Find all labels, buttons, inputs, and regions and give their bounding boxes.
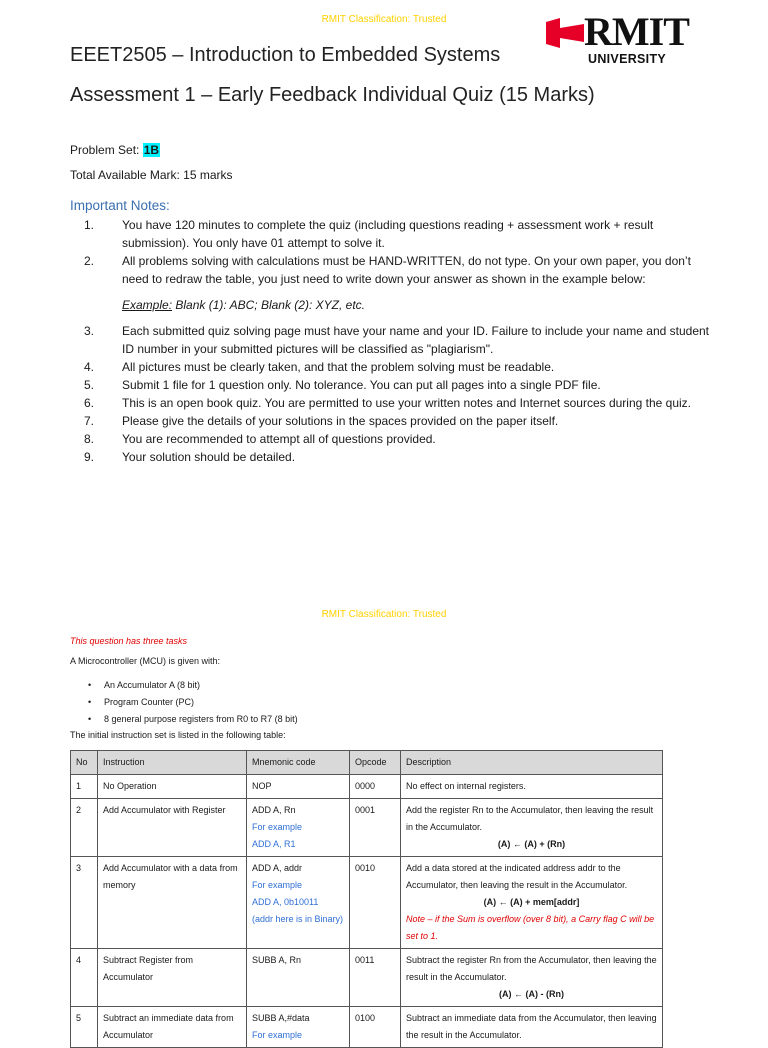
table-row (71, 857, 663, 949)
note-text: All problems solving with calculations must be HAND-WRITTEN, do not type. On your own paper, you don’t need to redraw the table, you just need to write down your answer as shown in the example below: (122, 254, 691, 286)
logo-subtext: UNIVERSITY (588, 52, 667, 66)
description-note: Note – if the Sum is overflow (over 8 bit), a Carry flag C will be set to 1. (406, 914, 655, 941)
note-number: 5. (84, 378, 95, 392)
notes-list (84, 216, 714, 466)
cell-mnemonic (247, 949, 350, 1007)
note-item (84, 448, 714, 466)
cell-description (401, 857, 663, 949)
note-item (84, 376, 714, 394)
note-number: 6. (84, 396, 95, 410)
note-text: All pictures must be clearly taken, and that the problem solving must be readable. (122, 360, 555, 374)
total-mark: Total Available Mark: 15 marks (70, 168, 233, 182)
cell-description (401, 775, 663, 799)
table-body (71, 775, 663, 1048)
note-number: 1. (84, 218, 95, 232)
bullet-text: 8 general purpose registers from R0 to R7 (8 bit) (104, 714, 298, 724)
note-number: 7. (84, 414, 95, 428)
col-header: No (71, 751, 98, 775)
description-text: Subtract an immediate data from the Accumulator, then leaving the result in the Accumulator. (406, 1013, 657, 1040)
problem-set (70, 143, 160, 157)
col-header: Opcode (350, 751, 401, 775)
note-item (84, 412, 714, 430)
cell-no: 2 (71, 799, 98, 857)
cell-opcode: 0100 (350, 1007, 401, 1048)
cell-no: 5 (71, 1007, 98, 1048)
mnemonic-example: ADD A, R1 (252, 839, 296, 849)
example-line (122, 296, 714, 314)
note-item (84, 394, 714, 412)
cell-instruction: Subtract an immediate data from Accumulator (98, 1007, 247, 1048)
cell-no: 3 (71, 857, 98, 949)
note-text: Submit 1 file for 1 question only. No tolerance. You can put all pages into a single PDF file. (122, 378, 601, 392)
instruction-table (70, 750, 663, 1048)
example-label: Example: (122, 298, 173, 312)
bullet-item: • An Accumulator A (8 bit) (88, 677, 298, 694)
description-text: Subtract the register Rn from the Accumulator, then leaving the result in the Accumulator. (406, 955, 657, 982)
mnemonic-text: ADD A, addr (252, 863, 303, 873)
note-text: Each submitted quiz solving page must have your name and your ID. Failure to include your name and student ID number in your submitted pictures will be classified as "plagiarism". (122, 324, 709, 356)
bullet-text: An Accumulator A (8 bit) (104, 680, 201, 690)
example-text: Blank (1): ABC; Blank (2): XYZ, etc. (172, 298, 365, 312)
note-item (84, 430, 714, 448)
description-text: No effect on internal registers. (406, 781, 526, 791)
cell-mnemonic (247, 857, 350, 949)
classification-label-2: RMIT Classification: Trusted (321, 609, 447, 620)
assessment-title: Assessment 1 – Early Feedback Individual Quiz (15 Marks) (70, 84, 595, 106)
mnemonic-example: For example (252, 880, 303, 890)
cell-instruction: Add Accumulator with a data from memory (98, 857, 247, 949)
table-row (71, 949, 663, 1007)
notes-heading: Important Notes: (70, 198, 170, 213)
mnemonic-text: NOP (252, 781, 272, 791)
description-formula: (A) ← (A) + (Rn) (497, 839, 566, 849)
note-text: This is an open book quiz. You are permitted to use your written notes and Internet sources during the quiz. (122, 396, 692, 410)
mnemonic-text: ADD A, Rn (252, 805, 296, 815)
cell-instruction: Subtract Register from Accumulator (98, 949, 247, 1007)
cell-instruction: No Operation (98, 775, 247, 799)
cell-opcode: 0011 (350, 949, 401, 1007)
note-text: You are recommended to attempt all of questions provided. (122, 432, 436, 446)
question-tasks: This question has three tasks (70, 636, 188, 646)
note-text: Please give the details of your solutions in the spaces provided on the paper itself. (122, 414, 559, 428)
description-text: Add a data stored at the indicated address addr to the Accumulator, then leaving the result in the Accumulator. (406, 863, 628, 890)
note-item (84, 358, 714, 376)
note-number: 9. (84, 450, 95, 464)
cell-description (401, 949, 663, 1007)
bullet-item: • Program Counter (PC) (88, 694, 298, 711)
cell-opcode: 0010 (350, 857, 401, 949)
problem-set-label: Problem Set: (70, 143, 143, 157)
table-intro: The initial instruction set is listed in the following table: (70, 730, 286, 740)
note-number: 4. (84, 360, 95, 374)
mnemonic-example: For example (252, 822, 303, 832)
note-number: 2. (84, 254, 95, 268)
note-number: 8. (84, 432, 95, 446)
bullet-text: Program Counter (PC) (104, 697, 195, 707)
col-header: Mnemonic code (247, 751, 350, 775)
note-text: You have 120 minutes to complete the quiz (including questions reading + assessment work + result submission). You only have 01 attempt to solve it. (122, 218, 654, 250)
table-row (71, 1007, 663, 1048)
col-header: Description (401, 751, 663, 775)
cell-opcode: 0001 (350, 799, 401, 857)
description-formula: (A) ← (A) + mem[addr] (483, 897, 580, 907)
table-row (71, 775, 663, 799)
mnemonic-example: For example (252, 1030, 303, 1040)
classification-label: RMIT Classification: Trusted (321, 14, 447, 25)
problem-set-value: 1B (143, 143, 160, 157)
cell-mnemonic (247, 799, 350, 857)
mcu-bullets (88, 677, 298, 728)
description-formula: (A) ← (A) - (Rn) (499, 989, 564, 999)
cell-mnemonic (247, 1007, 350, 1048)
course-title: EEET2505 – Introduction to Embedded Systems (70, 44, 501, 66)
cell-description (401, 799, 663, 857)
mnemonic-text: SUBB A,#data (252, 1013, 310, 1023)
cell-no: 1 (71, 775, 98, 799)
cell-opcode: 0000 (350, 775, 401, 799)
note-item (84, 322, 714, 358)
bullet-item: • 8 general purpose registers from R0 to R7 (8 bit) (88, 711, 298, 728)
cell-description (401, 1007, 663, 1048)
logo-text: RMIT (584, 9, 689, 54)
table-row (71, 799, 663, 857)
note-item (84, 252, 714, 288)
rmit-logo (544, 9, 694, 70)
mnemonic-example: ADD A, 0b10011 (252, 897, 319, 907)
cell-no: 4 (71, 949, 98, 1007)
col-header: Instruction (98, 751, 247, 775)
mnemonic-text: SUBB A, Rn (252, 955, 302, 965)
cell-instruction: Add Accumulator with Register (98, 799, 247, 857)
question-intro: A Microcontroller (MCU) is given with: (70, 656, 221, 666)
note-number: 3. (84, 324, 95, 338)
rmit-pennant-icon (544, 18, 586, 48)
mnemonic-example: (addr here is in Binary) (252, 914, 344, 924)
cell-mnemonic (247, 775, 350, 799)
table-header-row (71, 751, 663, 775)
note-item (84, 216, 714, 252)
note-text: Your solution should be detailed. (122, 450, 296, 464)
description-text: Add the register Rn to the Accumulator, then leaving the result in the Accumulator. (406, 805, 654, 832)
